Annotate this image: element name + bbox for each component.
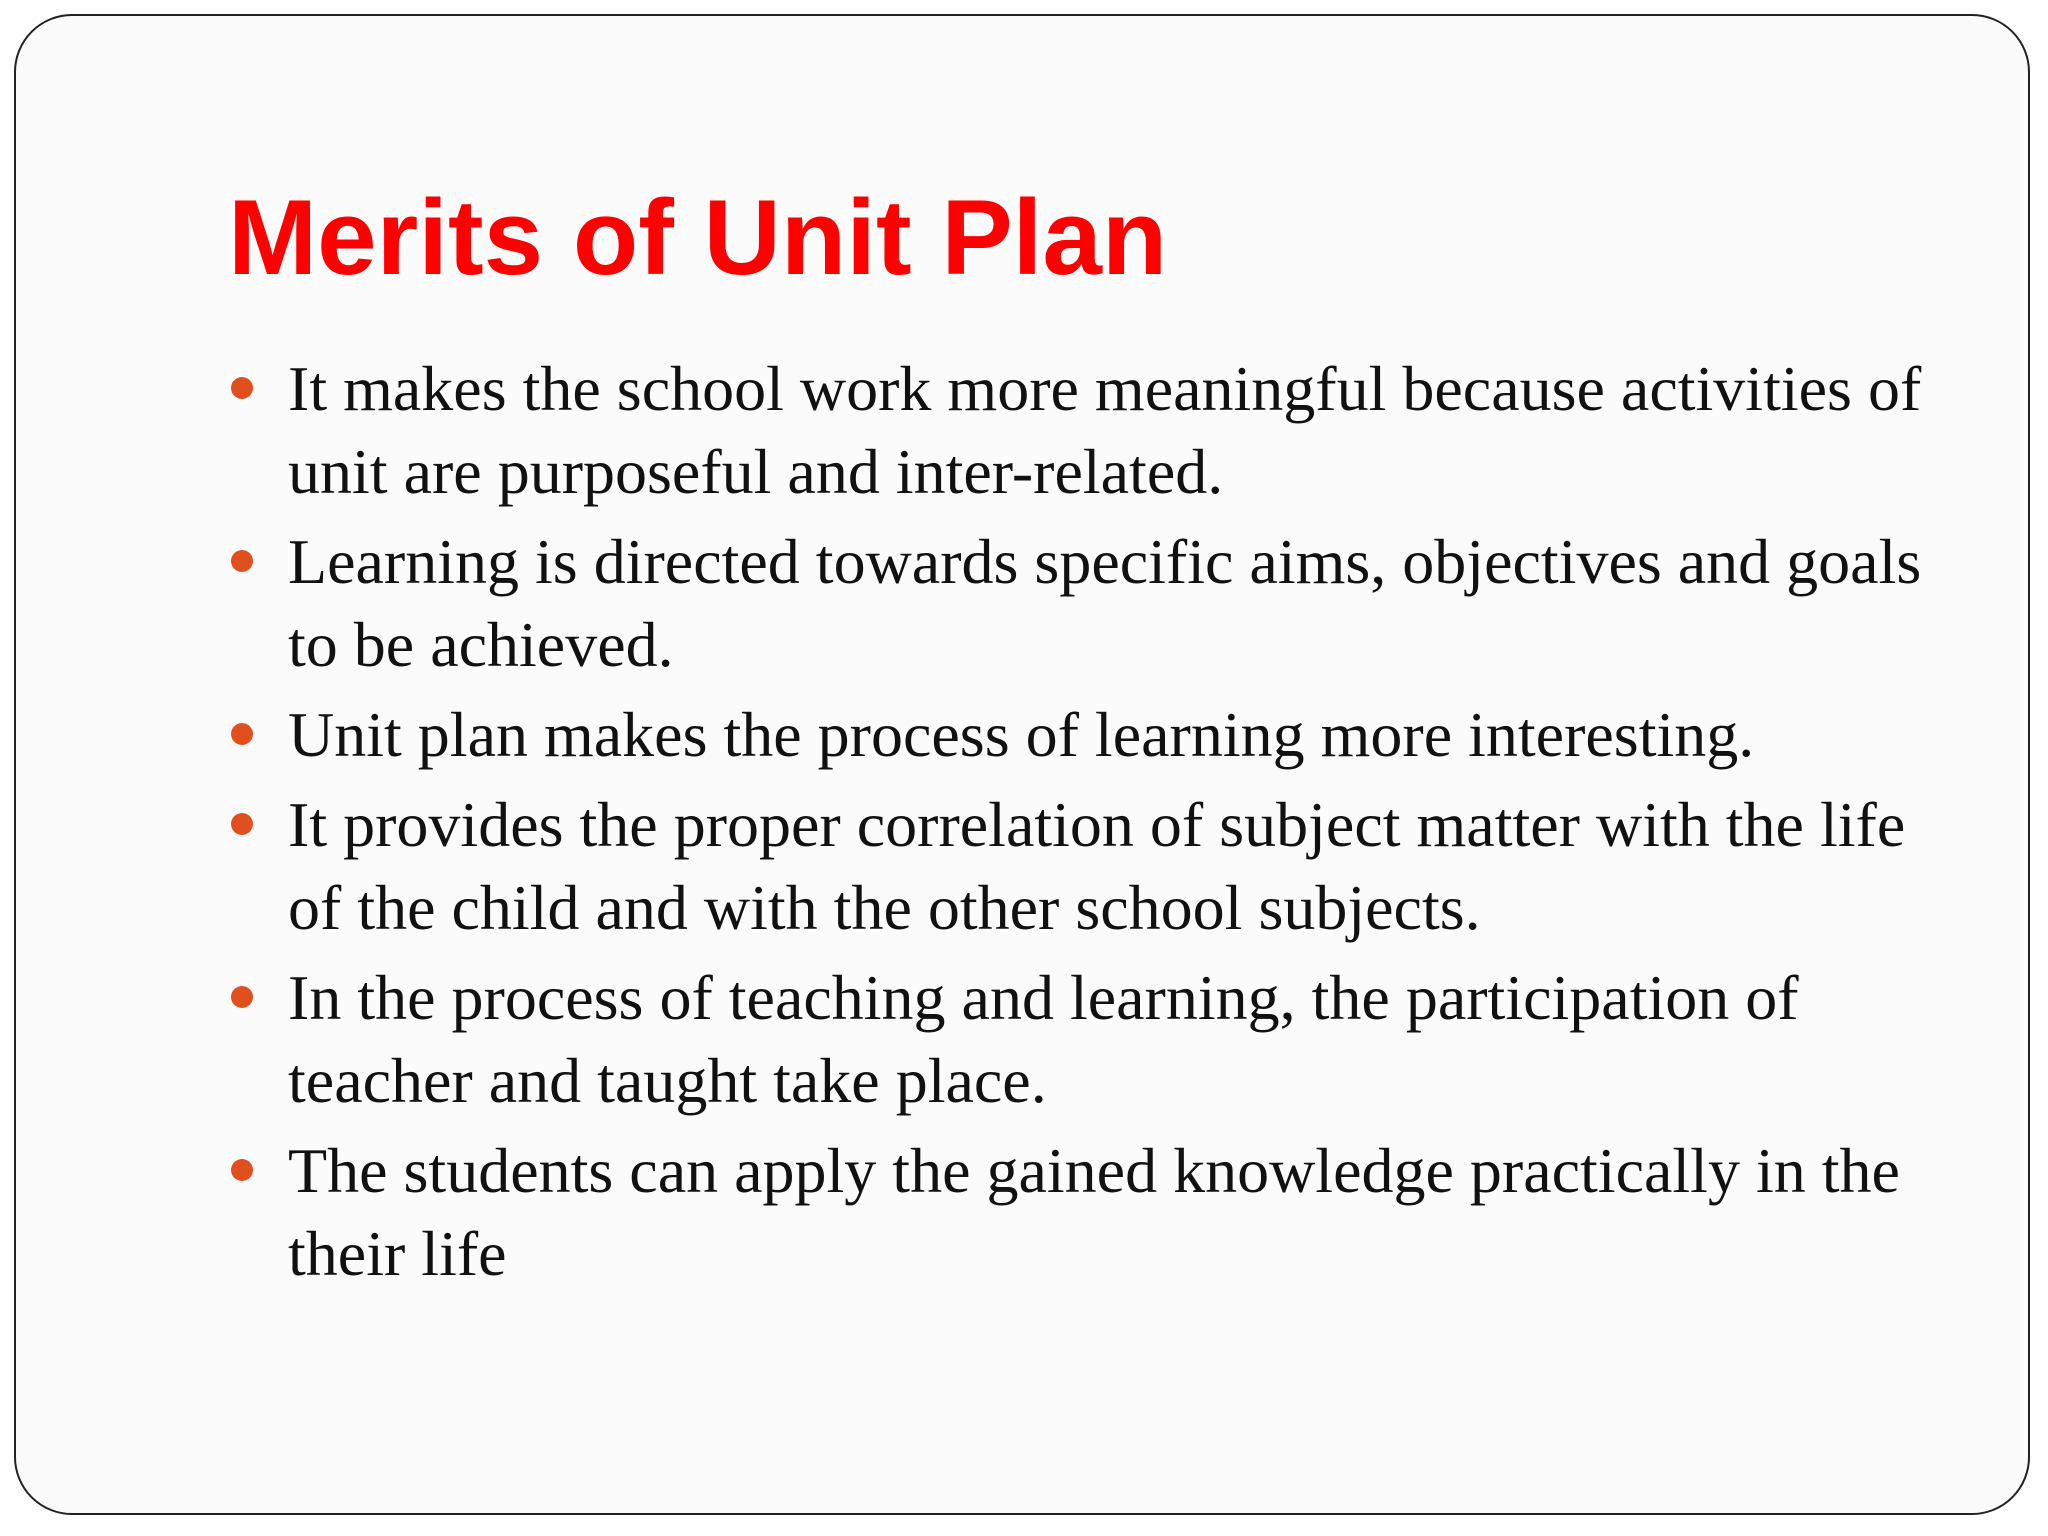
bullet-list [228, 347, 1968, 1302]
bullet-dot-icon [231, 723, 253, 745]
bullet-text: The students can apply the gained knowledge practically in the their life [288, 1135, 1900, 1289]
bullet-dot-icon [231, 377, 253, 399]
bullet-dot-icon [231, 813, 253, 835]
bullet-dot-icon [231, 550, 253, 572]
bullet-item [228, 1129, 1968, 1295]
slide [14, 14, 2030, 1515]
bullet-item [228, 783, 1968, 949]
bullet-item [228, 693, 1968, 776]
bullet-text: Unit plan makes the process of learning more interesting. [288, 699, 1755, 770]
bullet-item [228, 520, 1968, 686]
bullet-text: In the process of teaching and learning, the participation of teacher and taught take place. [288, 962, 1799, 1116]
bullet-text: It makes the school work more meaningful because activities of unit are purposeful and inter-related. [288, 353, 1922, 507]
bullet-item [228, 956, 1968, 1122]
bullet-text: It provides the proper correlation of subject matter with the life of the child and with the other school subjects. [288, 789, 1906, 943]
bullet-item [228, 347, 1968, 513]
bullet-dot-icon [231, 1159, 253, 1181]
bullet-dot-icon [231, 986, 253, 1008]
bullet-text: Learning is directed towards specific aims, objectives and goals to be achieved. [288, 526, 1922, 680]
slide-title: Merits of Unit Plan [228, 177, 1168, 297]
